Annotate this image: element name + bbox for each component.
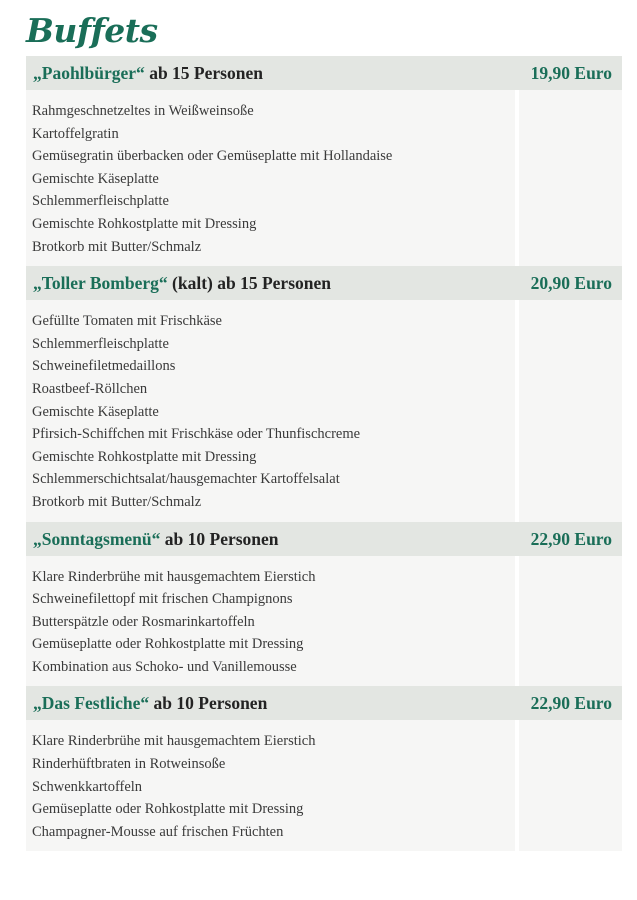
buffet-section-toller-bomberg	[26, 266, 622, 521]
package-title	[33, 56, 263, 90]
dish-item: Gemüsegratin überbacken oder Gemüseplatte mit Hollandaise	[32, 148, 393, 165]
buffet-section-paohlbuerger	[26, 56, 622, 266]
dish-item: Rinderhüftbraten in Rotweinsoße	[32, 756, 226, 773]
dish-item: Champagner-Mousse auf frischen Früchten	[32, 823, 284, 840]
dish-item: Schlemmerschichtsalat/hausgemachter Kartoffelsalat	[32, 471, 340, 488]
package-title	[33, 266, 331, 300]
dish-item: Schweinefiletmedaillons	[32, 358, 176, 375]
dish-list	[26, 556, 515, 687]
dish-item: Rahmgeschnetzeltes in Weißweinsoße	[32, 103, 254, 119]
package-price: 19,90 Euro	[530, 63, 612, 83]
price-column	[519, 300, 622, 521]
package-subtitle: ab 10 Personen	[160, 528, 279, 549]
section-header	[26, 522, 622, 556]
dish-item: Gemüseplatte oder Rohkostplatte mit Dressing	[32, 636, 304, 653]
package-name: „Toller Bomberg“	[33, 273, 168, 294]
dish-item: Gemischte Käseplatte	[32, 170, 159, 187]
dish-item: Schwenkkartoffeln	[32, 778, 143, 795]
buffet-section-das-festliche	[26, 686, 622, 851]
dish-item: Brotkorb mit Butter/Schmalz	[32, 238, 202, 255]
dish-item: Gemischte Rohkostplatte mit Dressing	[32, 448, 257, 465]
package-title	[33, 686, 267, 720]
dish-item: Gemischte Rohkostplatte mit Dressing	[32, 215, 257, 232]
package-price: 20,90 Euro	[530, 273, 612, 294]
package-name: „Sonntagsmenü“	[33, 528, 161, 549]
dish-item: Klare Rinderbrühe mit hausgemachtem Eierstich	[32, 733, 316, 750]
dish-item: Klare Rinderbrühe mit hausgemachtem Eierstich	[32, 568, 316, 585]
buffet-section-sonntagsmenue	[26, 522, 622, 687]
price-column	[519, 90, 622, 266]
package-name: „Das Festliche“	[33, 693, 150, 714]
package-name: „Paohlbürger“	[33, 63, 145, 83]
dish-item: Roastbeef-Röllchen	[32, 380, 148, 397]
dish-list	[26, 300, 515, 521]
dish-item: Gemischte Käseplatte	[32, 403, 159, 420]
package-subtitle: ab 15 Personen	[144, 63, 263, 83]
dish-item: Schweinefilettopf mit frischen Champignons	[32, 591, 293, 608]
section-header	[26, 686, 622, 720]
dish-item: Gemüseplatte oder Rohkostplatte mit Dressing	[32, 801, 304, 818]
package-price: 22,90 Euro	[530, 528, 612, 549]
dish-item: Schlemmerfleischplatte	[32, 193, 169, 210]
dish-item: Kartoffelgratin	[32, 125, 119, 142]
dish-list	[26, 720, 515, 851]
dish-list	[26, 90, 515, 266]
dish-item: Pfirsich-Schiffchen mit Frischkäse oder Thunfischcreme	[32, 426, 361, 443]
section-header	[26, 266, 622, 300]
price-column	[519, 720, 622, 851]
page-title: Buffets	[26, 11, 158, 50]
section-body	[26, 90, 622, 266]
dish-item: Brotkorb mit Butter/Schmalz	[32, 493, 202, 510]
price-column	[519, 556, 622, 687]
package-price: 22,90 Euro	[530, 693, 612, 714]
section-body	[26, 300, 622, 521]
dish-item: Butterspätzle oder Rosmarinkartoffeln	[32, 613, 255, 630]
dish-item: Gefüllte Tomaten mit Frischkäse	[32, 313, 222, 330]
section-body	[26, 556, 622, 687]
dish-item: Kombination aus Schoko- und Vanillemousse	[32, 658, 297, 675]
section-body	[26, 720, 622, 851]
buffet-menu	[26, 56, 622, 851]
package-subtitle: ab 10 Personen	[149, 693, 268, 714]
package-title	[33, 522, 279, 556]
section-header	[26, 56, 622, 90]
dish-item: Schlemmerfleischplatte	[32, 335, 169, 352]
package-subtitle: (kalt) ab 15 Personen	[167, 273, 331, 294]
